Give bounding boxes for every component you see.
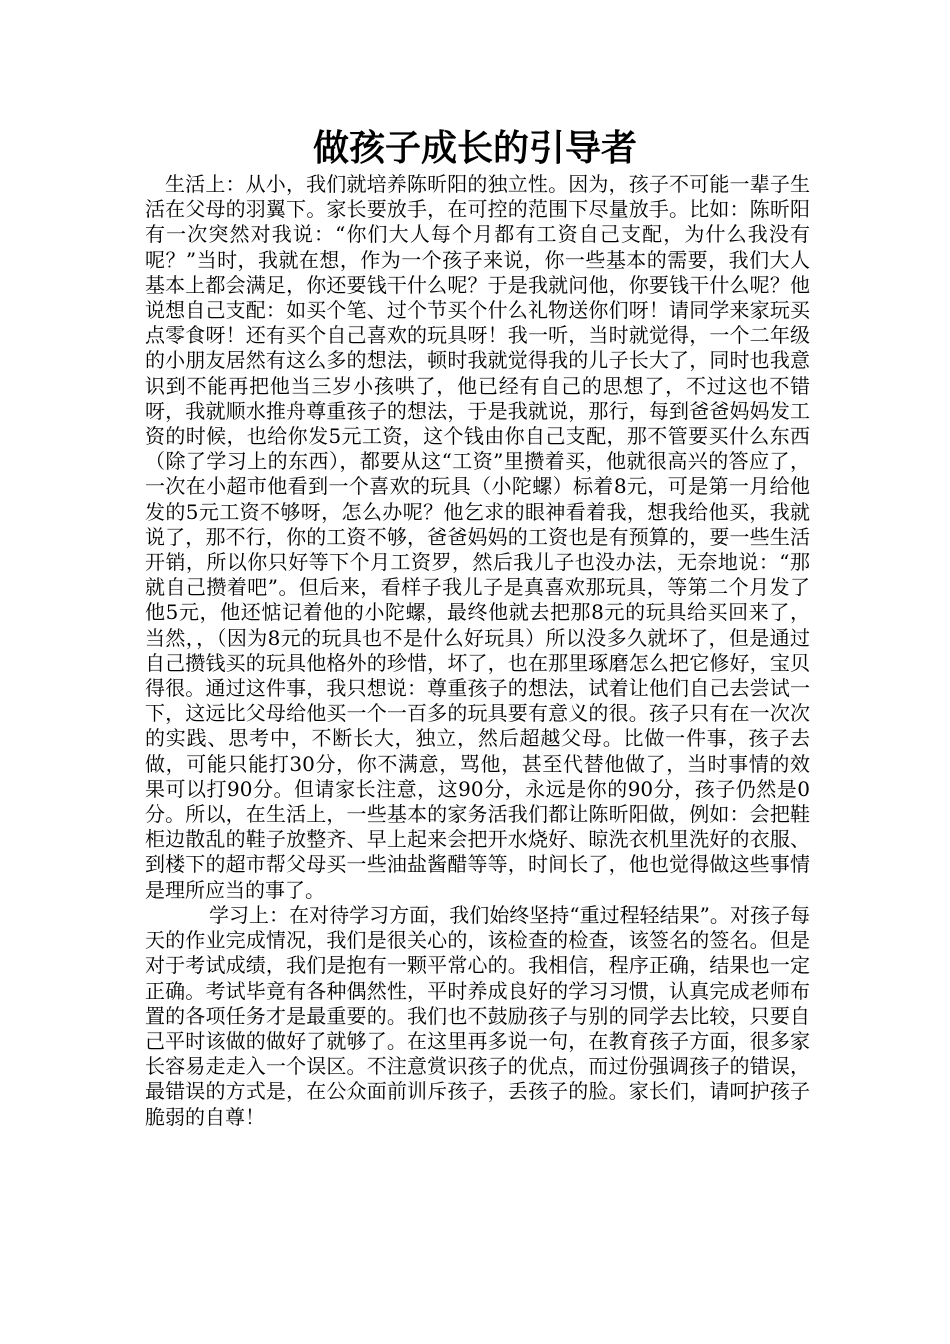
document-title: 做孩子成长的引导者 (312, 127, 637, 169)
document-body (145, 172, 810, 1130)
paragraph-life: 生活上：从小，我们就培养陈昕阳的独立性。因为，孩子不可能一辈子生活在父母的羽翼下。家长要放手，在可控的范围下尽量放手。比如：陈昕阳有一次突然对我说：“你们大人每个月都有工资自己支配，为什么我没有呢？”当时，我就在想，作为一个孩子来说，你一些基本的需要，我们大人基本上都会满足，你还要钱干什么呢？于是我就问他，你要钱干什么呢？他说想自己支配：如买个笔、过个节买个什么礼物送你们呀！请同学来家玩买点零食呀！还有买个自己喜欢的玩具呀！我一听，当时就觉得，一个二年级的小朋友居然有这么多的想法，顿时我就觉得我的儿子长大了，同时也我意识到不能再把他当三岁小孩哄了，他已经有自己的思想了，不过这也不错呀，我就顺水推舟尊重孩子的想法，于是我就说，那行，每到爸爸妈妈发工资的时候，也给你发5元工资，这个钱由你自己支配，那不管要买什么东西（除了学习上的东西），都要从这“工资”里攒着买，他就很高兴的答应了，一次在小超市他看到一个喜欢的玩具（小陀螺）标着8元，可是第一月给他发的5元工资不够呀，怎么办呢？他乞求的眼神看着我，想我给他买，我就说了，那不行，你的工资不够，爸爸妈妈的工资也是有预算的，要一些生活开销，所以你只好等下个月工资罗，然后我儿子也没办法，无奈地说：“那就自己攒着吧”。但后来，看样子我儿子是真喜欢那玩具，等第二个月发了他5元，他还惦记着他的小陀螺，最终他就去把那8元的玩具给买回来了，当然，，（因为8元的玩具也不是什么好玩具）所以没多久就坏了，但是通过自己攒钱买的玩具他格外的珍惜，坏了，也在那里琢磨怎么把它修好，宝贝得很。通过这件事，我只想说：尊重孩子的想法，试着让他们自己去尝试一下，这远比父母给他买一个一百多的玩具要有意义的很。孩子只有在一次次的实践、思考中，不断长大，独立，然后超越父母。比做一件事，孩子去做，可能只能打30分，你不满意，骂他，甚至代替他做了，当时事情的效果可以打90分。但请家长注意，这90分，永远是你的90分，孩子仍然是0分。所以，在生活上，一些基本的家务活我们都让陈昕阳做，例如：会把鞋柜边散乱的鞋子放整齐、早上起来会把开水烧好、晾洗衣机里洗好的衣服、到楼下的超市帮父母买一些油盐酱醋等等，时间长了，他也觉得做这些事情是理所应当的事了。 (145, 172, 810, 902)
paragraph-study: 学习上：在对待学习方面，我们始终坚持“重过程轻结果”。对孩子每天的作业完成情况，我们是很关心的，该检查的检查，该签名的签名。但是对于考试成绩，我们是抱有一颗平常心的。我相信，程序正确，结果也一定正确。考试毕竟有各种偶然性，平时养成良好的学习习惯，认真完成老师布置的各项任务才是最重要的。我们也不鼓励孩子与别的同学去比较，只要自己平时该做的做好了就够了。在这里再多说一句，在教育孩子方面，很多家长容易走走入一个误区。不注意赏识孩子的优点，而过份强调孩子的错误，最错误的方式是，在公众面前训斥孩子，丢孩子的脸。家长们，请呵护孩子脆弱的自尊！ (145, 902, 810, 1129)
